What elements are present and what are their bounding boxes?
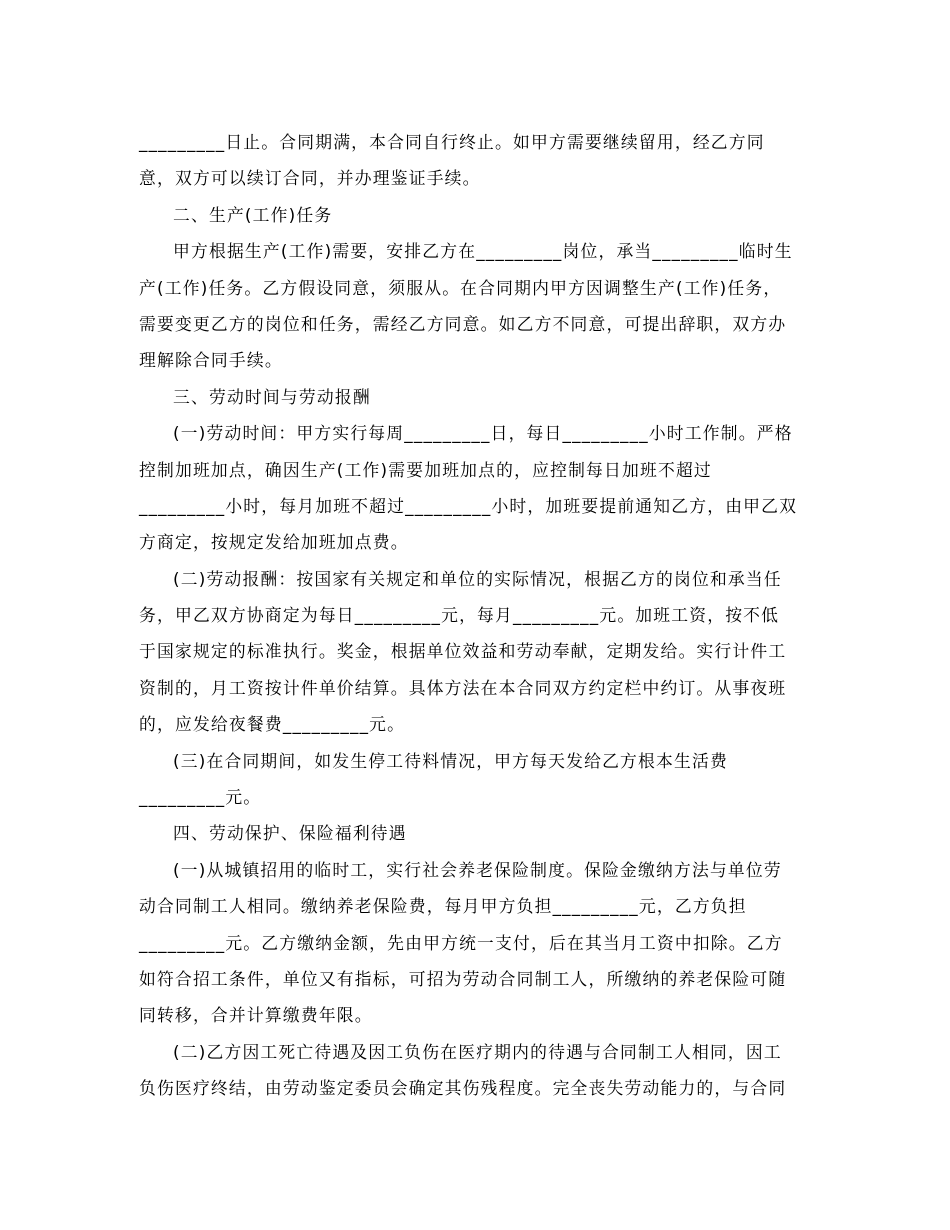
document-body xyxy=(139,124,811,1107)
paragraph-stoppage-allowance xyxy=(139,743,811,816)
text-line: (一)劳动时间：甲方实行每周_________日，每日_________小时工作制。严格 xyxy=(173,423,793,444)
text-line: 务，甲乙双方协商定为每日_________元，每月_________元。加班工资，按不低 xyxy=(139,605,780,626)
text-line: 方商定，按规定发给加班加点费。 xyxy=(139,532,409,553)
text-line: 资制的，月工资按计件单价结算。具体方法在本合同双方约定栏中约订。从事夜班 xyxy=(139,677,787,698)
text-line: 甲方根据生产(工作)需要，安排乙方在_________岗位，承当_________临时生 xyxy=(173,241,793,262)
text-line: (三)在合同期间，如发生停工待料情况，甲方每天发给乙方根本生活费 xyxy=(173,750,728,771)
text-line: 意，双方可以续订合同，并办理鉴证手续。 xyxy=(139,168,481,189)
paragraph-work-injury xyxy=(139,1034,811,1107)
heading-text: 三、劳动时间与劳动报酬 xyxy=(173,386,371,407)
paragraph-pension-insurance xyxy=(139,852,811,1034)
heading-text: 二、生产(工作)任务 xyxy=(173,204,333,225)
text-line: _________元。 xyxy=(139,787,262,808)
text-line: 于国家规定的标准执行。奖金，根据单位效益和劳动奉献，定期发给。实行计件工 xyxy=(139,641,787,662)
heading-text: 四、劳动保护、保险福利待遇 xyxy=(173,823,407,844)
text-line: 负伤医疗终结，由劳动鉴定委员会确定其伤残程度。完全丧失劳动能力的，与合同 xyxy=(139,1078,787,1099)
text-line: 产(工作)任务。乙方假设同意，须服从。在合同期内甲方因调整生产(工作)任务， xyxy=(139,277,782,298)
paragraph-contract-term xyxy=(139,124,811,197)
text-line: _________元。乙方缴纳金额，先由甲方统一支付，后在其当月工资中扣除。乙方 xyxy=(139,932,783,953)
text-line: 动合同制工人相同。缴纳养老保险费，每月甲方负担_________元，乙方负担 xyxy=(139,896,747,917)
text-line: (一)从城镇招用的临时工，实行社会养老保险制度。保险金缴纳方法与单位劳 xyxy=(173,859,782,880)
text-line: 如符合招工条件，单位又有指标，可招为劳动合同制工人，所缴纳的养老保险可随 xyxy=(139,968,787,989)
paragraph-work-hours xyxy=(139,415,811,561)
paragraph-production-tasks xyxy=(139,233,811,379)
text-line: 同转移，合并计算缴费年限。 xyxy=(139,1005,373,1026)
text-line: (二)乙方因工死亡待遇及因工负伤在医疗期内的待遇与合同制工人相同，因工 xyxy=(173,1041,782,1062)
text-line: (二)劳动报酬：按国家有关规定和单位的实际情况，根据乙方的岗位和承当任 xyxy=(173,568,782,589)
section-heading-production-tasks xyxy=(139,197,811,233)
text-line: 需要变更乙方的岗位和任务，需经乙方同意。如乙方不同意，可提出辞职，双方办 xyxy=(139,313,787,334)
section-heading-protection-insurance xyxy=(139,815,811,851)
paragraph-labor-pay xyxy=(139,561,811,743)
section-heading-work-hours-pay xyxy=(139,379,811,415)
text-line: _________小时，每月加班不超过_________小时，加班要提前通知乙方，由甲乙双 xyxy=(139,495,798,516)
text-line: 理解除合同手续。 xyxy=(139,350,283,371)
text-line: 的，应发给夜餐费_________元。 xyxy=(139,714,406,735)
text-line: 控制加班加点，确因生产(工作)需要加班加点的，应控制每日加班不超过 xyxy=(139,459,712,480)
text-line: _________日止。合同期满，本合同自行终止。如甲方需要继续留用，经乙方同 xyxy=(139,132,765,152)
